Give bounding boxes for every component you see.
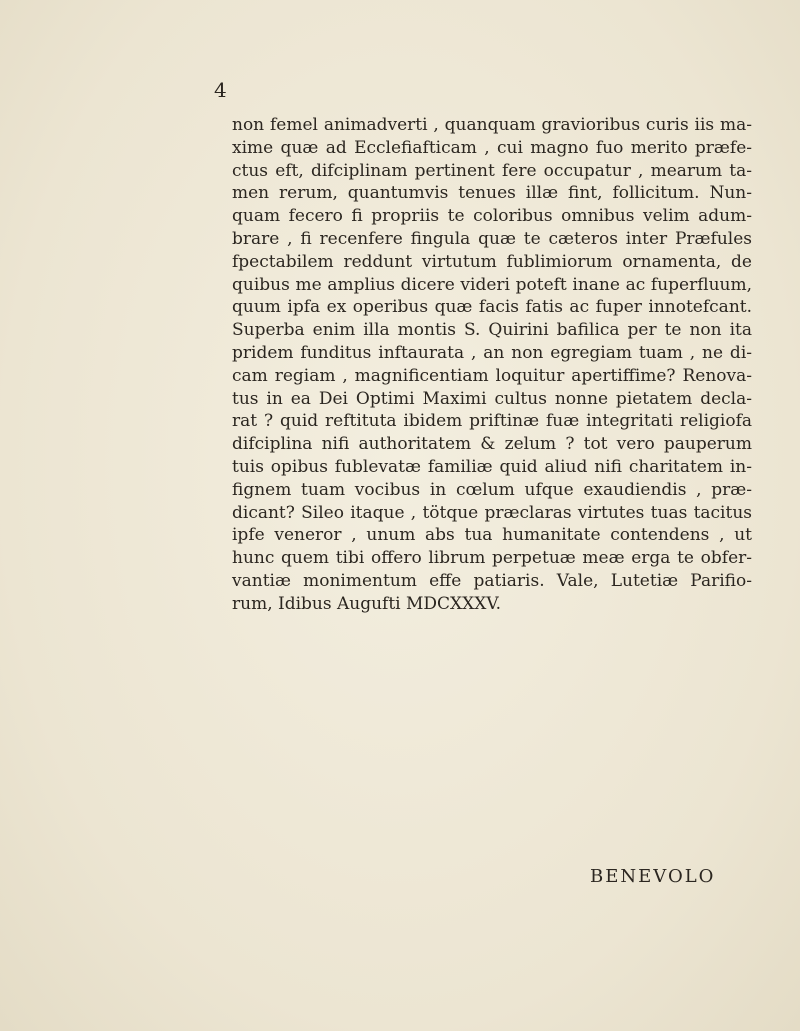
text-line: men rerum, quantumvis tenues illæ fint, follicitum. Nun- <box>232 183 752 204</box>
text-line: fpectabilem reddunt virtutum fublimiorum ornamenta, de <box>232 251 752 272</box>
text-line: Superba enim illa montis S. Quirini bafilica per te non ita <box>232 320 752 341</box>
text-line: fignem tuam vocibus in cœlum ufque exaudiendis , præ- <box>232 479 752 500</box>
text-line: hunc quem tibi offero librum perpetuæ meæ erga te obfer- <box>232 548 752 569</box>
text-line: pridem funditus inftaurata , an non egregiam tuam , ne di- <box>232 342 752 363</box>
text-line: quum ipfa ex operibus quæ facis fatis ac fuper innotefcant. <box>232 297 752 318</box>
text-line: difciplina nifi authoritatem & zelum ? tot vero pauperum <box>232 434 752 455</box>
text-line: tuis opibus fublevatæ familiæ quid aliud nifi charitatem in- <box>232 456 752 477</box>
catchword: BENEVOLO <box>590 866 716 887</box>
text-line: ctus eft, difciplinam pertinent fere occupatur , mearum ta- <box>232 160 752 181</box>
text-line: xime quæ ad Ecclefiafticam , cui magno fuo merito præfe- <box>232 137 752 158</box>
text-line: dicant? Sileo itaque , tötque præclaras virtutes tuas tacitus <box>232 502 752 523</box>
text-line: cam regiam , magnificentiam loquitur apertiffime? Renova- <box>232 365 752 386</box>
text-line: quam fecero fi propriis te coloribus omnibus velim adum- <box>232 206 752 227</box>
page-number: 4 <box>214 78 227 102</box>
text-line: quibus me amplius dicere videri poteft inane ac fuperfluum, <box>232 274 752 295</box>
text-line-last: rum, Idibus Augufti MDCXXXV. <box>232 593 502 614</box>
text-line: non femel animadverti , quanquam gravioribus curis iis ma- <box>232 115 752 135</box>
text-line: vantiæ monimentum effe patiaris. Vale, Lutetiæ Parifio- <box>232 570 752 591</box>
text-line: tus in ea Dei Optimi Maximi cultus nonne pietatem decla- <box>232 388 752 409</box>
text-line: ipfe veneror , unum abs tua humanitate contendens , ut <box>232 525 752 546</box>
text-line: rat ? quid reftituta ibidem priftinæ fuæ integritati religiofa <box>232 411 752 432</box>
text-line: brare , fi recenfere fingula quæ te cæteros inter Præfules <box>232 228 752 249</box>
body-text <box>232 114 752 616</box>
